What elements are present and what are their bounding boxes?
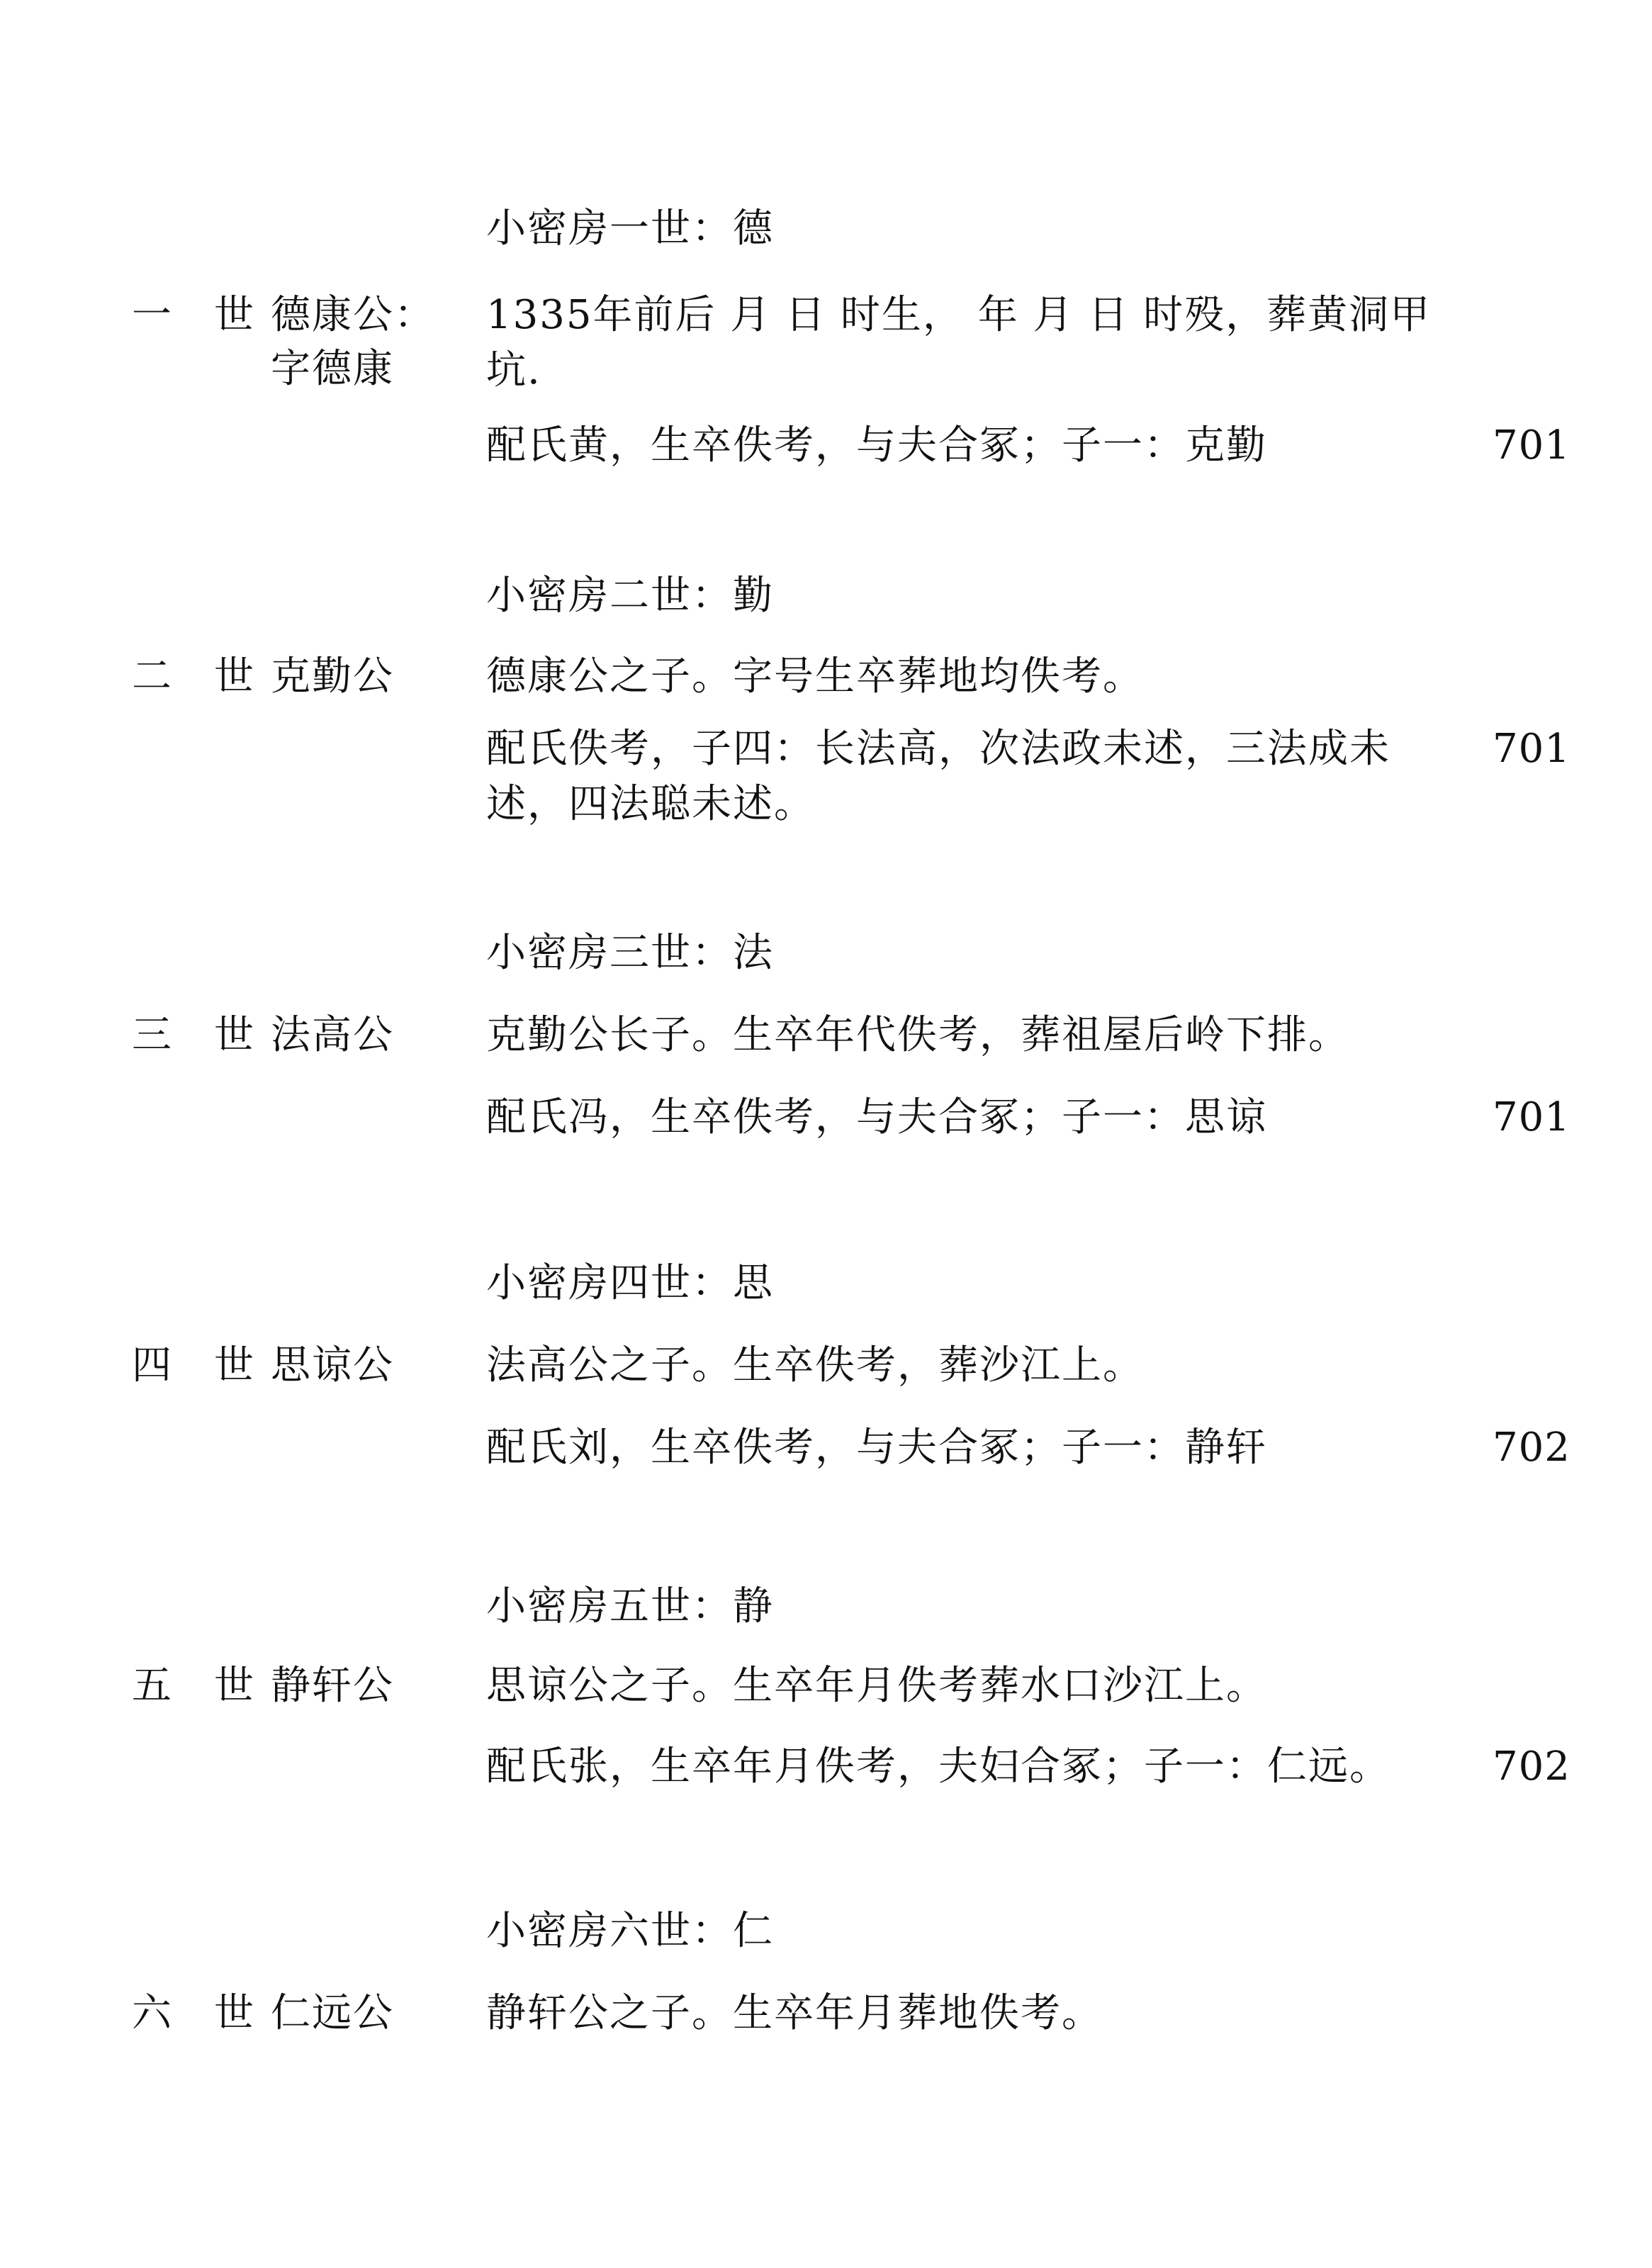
biography: 法高公之子。生卒佚考，葬沙江上。	[486, 1342, 1144, 1388]
section-heading: 小密房二世：勤	[486, 573, 774, 619]
ancestor-alt-name: 字德康	[271, 346, 394, 392]
generation-label: 世	[214, 1342, 255, 1388]
generation-number: 五	[132, 1663, 173, 1709]
generation-number: 二	[132, 653, 173, 700]
spouse-record: 配氏刘，生卒佚考，与夫合冢；子一：静轩	[486, 1425, 1267, 1471]
biography: 静轩公之子。生卒年月葬地佚考。	[486, 1990, 1103, 2036]
biography: 1335年前后 月 日 时生， 年 月 日 时殁，葬黄洞甲坑.	[486, 292, 1432, 393]
page-reference: 701	[1493, 422, 1570, 468]
biography: 克勤公长子。生卒年代佚考，葬祖屋后岭下排。	[486, 1012, 1349, 1058]
generation-label: 世	[214, 292, 255, 338]
spouse-record: 配氏佚考，子四：长法高，次法政未述，三法成未述，四法聪未述。	[486, 726, 1390, 827]
spouse-record: 配氏冯，生卒佚考，与夫合冢；子一：思谅	[486, 1094, 1267, 1140]
page-reference: 702	[1493, 1425, 1570, 1471]
page-reference: 701	[1493, 726, 1570, 772]
ancestor-name: 思谅公	[271, 1342, 394, 1388]
spouse-record: 配氏张，生卒年月佚考，夫妇合冢；子一：仁远。	[486, 1744, 1390, 1790]
generation-label: 世	[214, 1990, 255, 2036]
section-heading: 小密房四世：思	[486, 1260, 774, 1306]
spouse-record: 配氏黄，生卒佚考，与夫合冢；子一：克勤	[486, 422, 1267, 468]
page-reference: 701	[1493, 1094, 1570, 1140]
generation-number: 四	[132, 1342, 173, 1388]
section-heading: 小密房六世：仁	[486, 1908, 774, 1954]
generation-label: 世	[214, 1012, 255, 1058]
section-heading: 小密房五世：静	[486, 1583, 774, 1629]
ancestor-name: 法高公	[271, 1012, 394, 1058]
generation-number: 六	[132, 1990, 173, 2036]
biography: 德康公之子。字号生卒葬地均佚考。	[486, 653, 1144, 700]
section-heading: 小密房三世：法	[486, 930, 774, 976]
ancestor-name: 克勤公	[271, 653, 394, 700]
section-heading: 小密房一世：德	[486, 206, 774, 252]
ancestor-name: 仁远公	[271, 1990, 394, 2036]
generation-label: 世	[214, 1663, 255, 1709]
ancestor-name: 德康公：	[271, 292, 435, 338]
ancestor-name: 静轩公	[271, 1663, 394, 1709]
generation-number: 一	[132, 292, 173, 338]
biography: 思谅公之子。生卒年月佚考葬水口沙江上。	[486, 1663, 1267, 1709]
page-reference: 702	[1493, 1744, 1570, 1790]
generation-number: 三	[132, 1012, 173, 1058]
generation-label: 世	[214, 653, 255, 700]
